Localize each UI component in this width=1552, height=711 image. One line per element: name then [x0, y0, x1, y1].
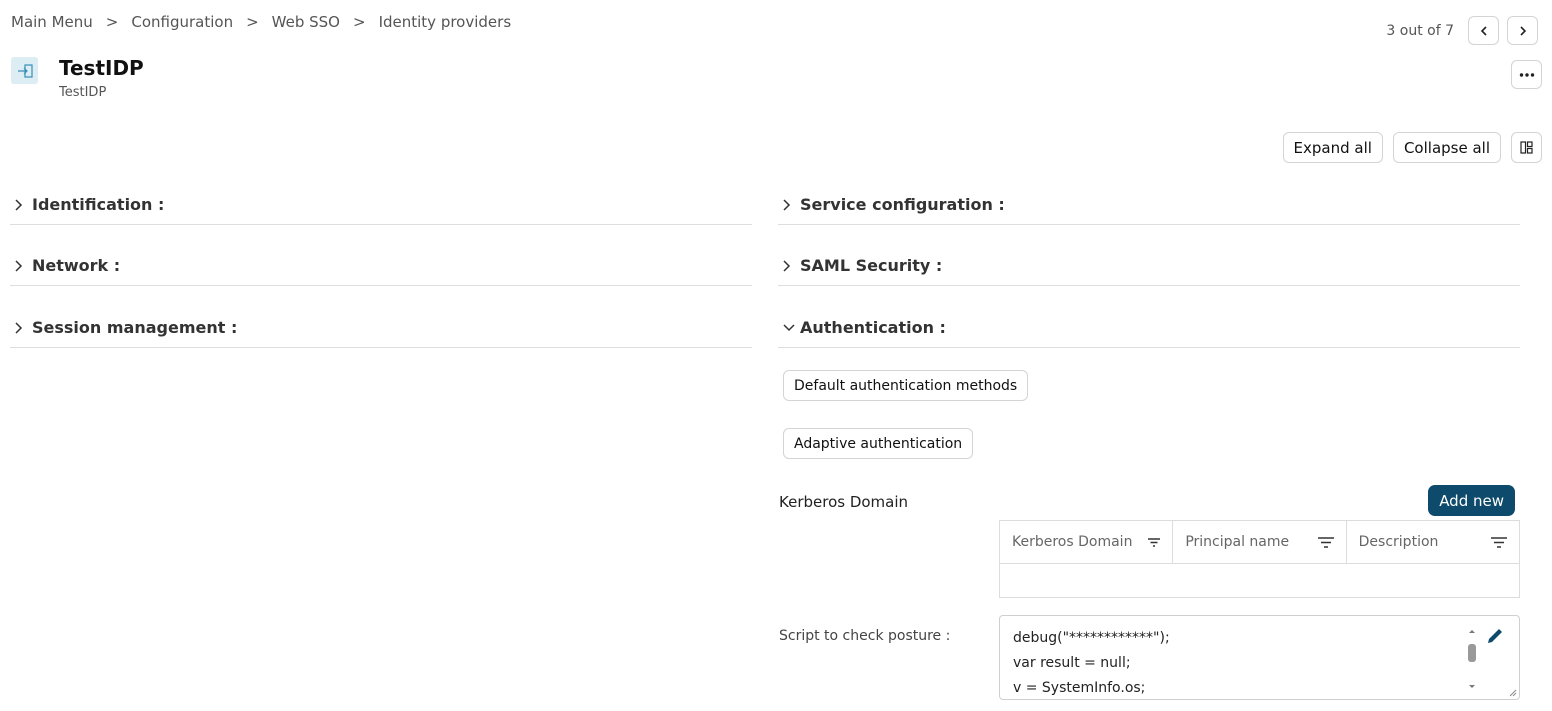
add-new-button[interactable]: Add new	[1428, 485, 1515, 516]
section-saml-security[interactable]	[778, 246, 1520, 286]
previous-button[interactable]	[1468, 16, 1499, 45]
sign-in-icon	[11, 57, 38, 84]
breadcrumb-identity-providers[interactable]: Identity providers	[378, 13, 512, 31]
breadcrumb-separator: >	[352, 13, 366, 31]
toolbar	[1283, 132, 1542, 163]
breadcrumb-web-sso[interactable]: Web SSO	[271, 13, 340, 31]
kerberos-domain-label: Kerberos Domain	[779, 493, 909, 511]
pager-count: 3 out of 7	[1386, 22, 1454, 39]
section-label: SAML Security :	[800, 256, 943, 275]
pager	[1386, 16, 1538, 45]
section-label: Authentication :	[800, 318, 946, 337]
script-label: Script to check posture :	[779, 628, 951, 644]
filter-icon[interactable]	[1491, 537, 1507, 548]
column-label: Description	[1358, 534, 1439, 550]
chevron-right-icon	[782, 198, 792, 212]
column-label: Kerberos Domain	[1012, 534, 1133, 550]
chevron-right-icon	[14, 198, 24, 212]
chevron-right-icon	[14, 321, 24, 335]
section-network[interactable]	[10, 246, 752, 286]
adaptive-authentication-button[interactable]: Adaptive authentication	[783, 428, 973, 459]
kerberos-table	[999, 520, 1520, 598]
script-editor[interactable]	[999, 615, 1520, 700]
chevron-right-icon	[14, 259, 24, 273]
page-subtitle: TestIDP	[59, 85, 107, 100]
table-body	[1000, 564, 1519, 597]
breadcrumb-separator: >	[105, 13, 119, 31]
table-header	[1000, 521, 1519, 564]
section-label: Network :	[32, 256, 121, 275]
section-service-configuration[interactable]	[778, 185, 1520, 225]
script-line: var result = null;	[1013, 655, 1131, 671]
section-session-management[interactable]	[10, 308, 752, 348]
collapse-all-button[interactable]: Collapse all	[1393, 132, 1501, 163]
layout-grid-icon	[1520, 141, 1533, 154]
chevron-down-icon	[782, 323, 796, 333]
breadcrumb-configuration[interactable]: Configuration	[131, 13, 234, 31]
script-line: debug("************");	[1013, 630, 1170, 646]
script-content	[1013, 626, 1170, 700]
chevron-left-icon	[1478, 25, 1490, 37]
section-authentication[interactable]	[778, 308, 1520, 348]
default-authentication-methods-button[interactable]: Default authentication methods	[783, 370, 1028, 401]
page-title: TestIDP	[59, 56, 144, 80]
breadcrumb	[11, 13, 511, 31]
scrollbar[interactable]	[1467, 628, 1477, 690]
column-kerberos-domain	[1000, 521, 1173, 563]
layout-toggle-button[interactable]	[1511, 132, 1542, 163]
section-label: Service configuration :	[800, 195, 1005, 214]
resize-handle-icon[interactable]	[1509, 689, 1517, 697]
section-label: Session management :	[32, 318, 238, 337]
column-description	[1347, 521, 1519, 563]
more-actions-button[interactable]	[1511, 60, 1542, 89]
filter-icon[interactable]	[1318, 537, 1334, 548]
column-label: Principal name	[1185, 534, 1290, 550]
chevron-right-icon	[1517, 25, 1529, 37]
section-identification[interactable]	[10, 185, 752, 225]
pencil-icon[interactable]	[1485, 626, 1505, 646]
script-line: v = SystemInfo.os;	[1013, 680, 1146, 696]
column-principal-name	[1173, 521, 1346, 563]
section-label: Identification :	[32, 195, 165, 214]
breadcrumb-main-menu[interactable]: Main Menu	[11, 13, 93, 31]
chevron-right-icon	[782, 259, 792, 273]
filter-icon[interactable]	[1148, 538, 1160, 547]
ellipsis-icon	[1519, 73, 1535, 77]
next-button[interactable]	[1507, 16, 1538, 45]
breadcrumb-separator: >	[246, 13, 259, 31]
expand-all-button[interactable]: Expand all	[1283, 132, 1383, 163]
